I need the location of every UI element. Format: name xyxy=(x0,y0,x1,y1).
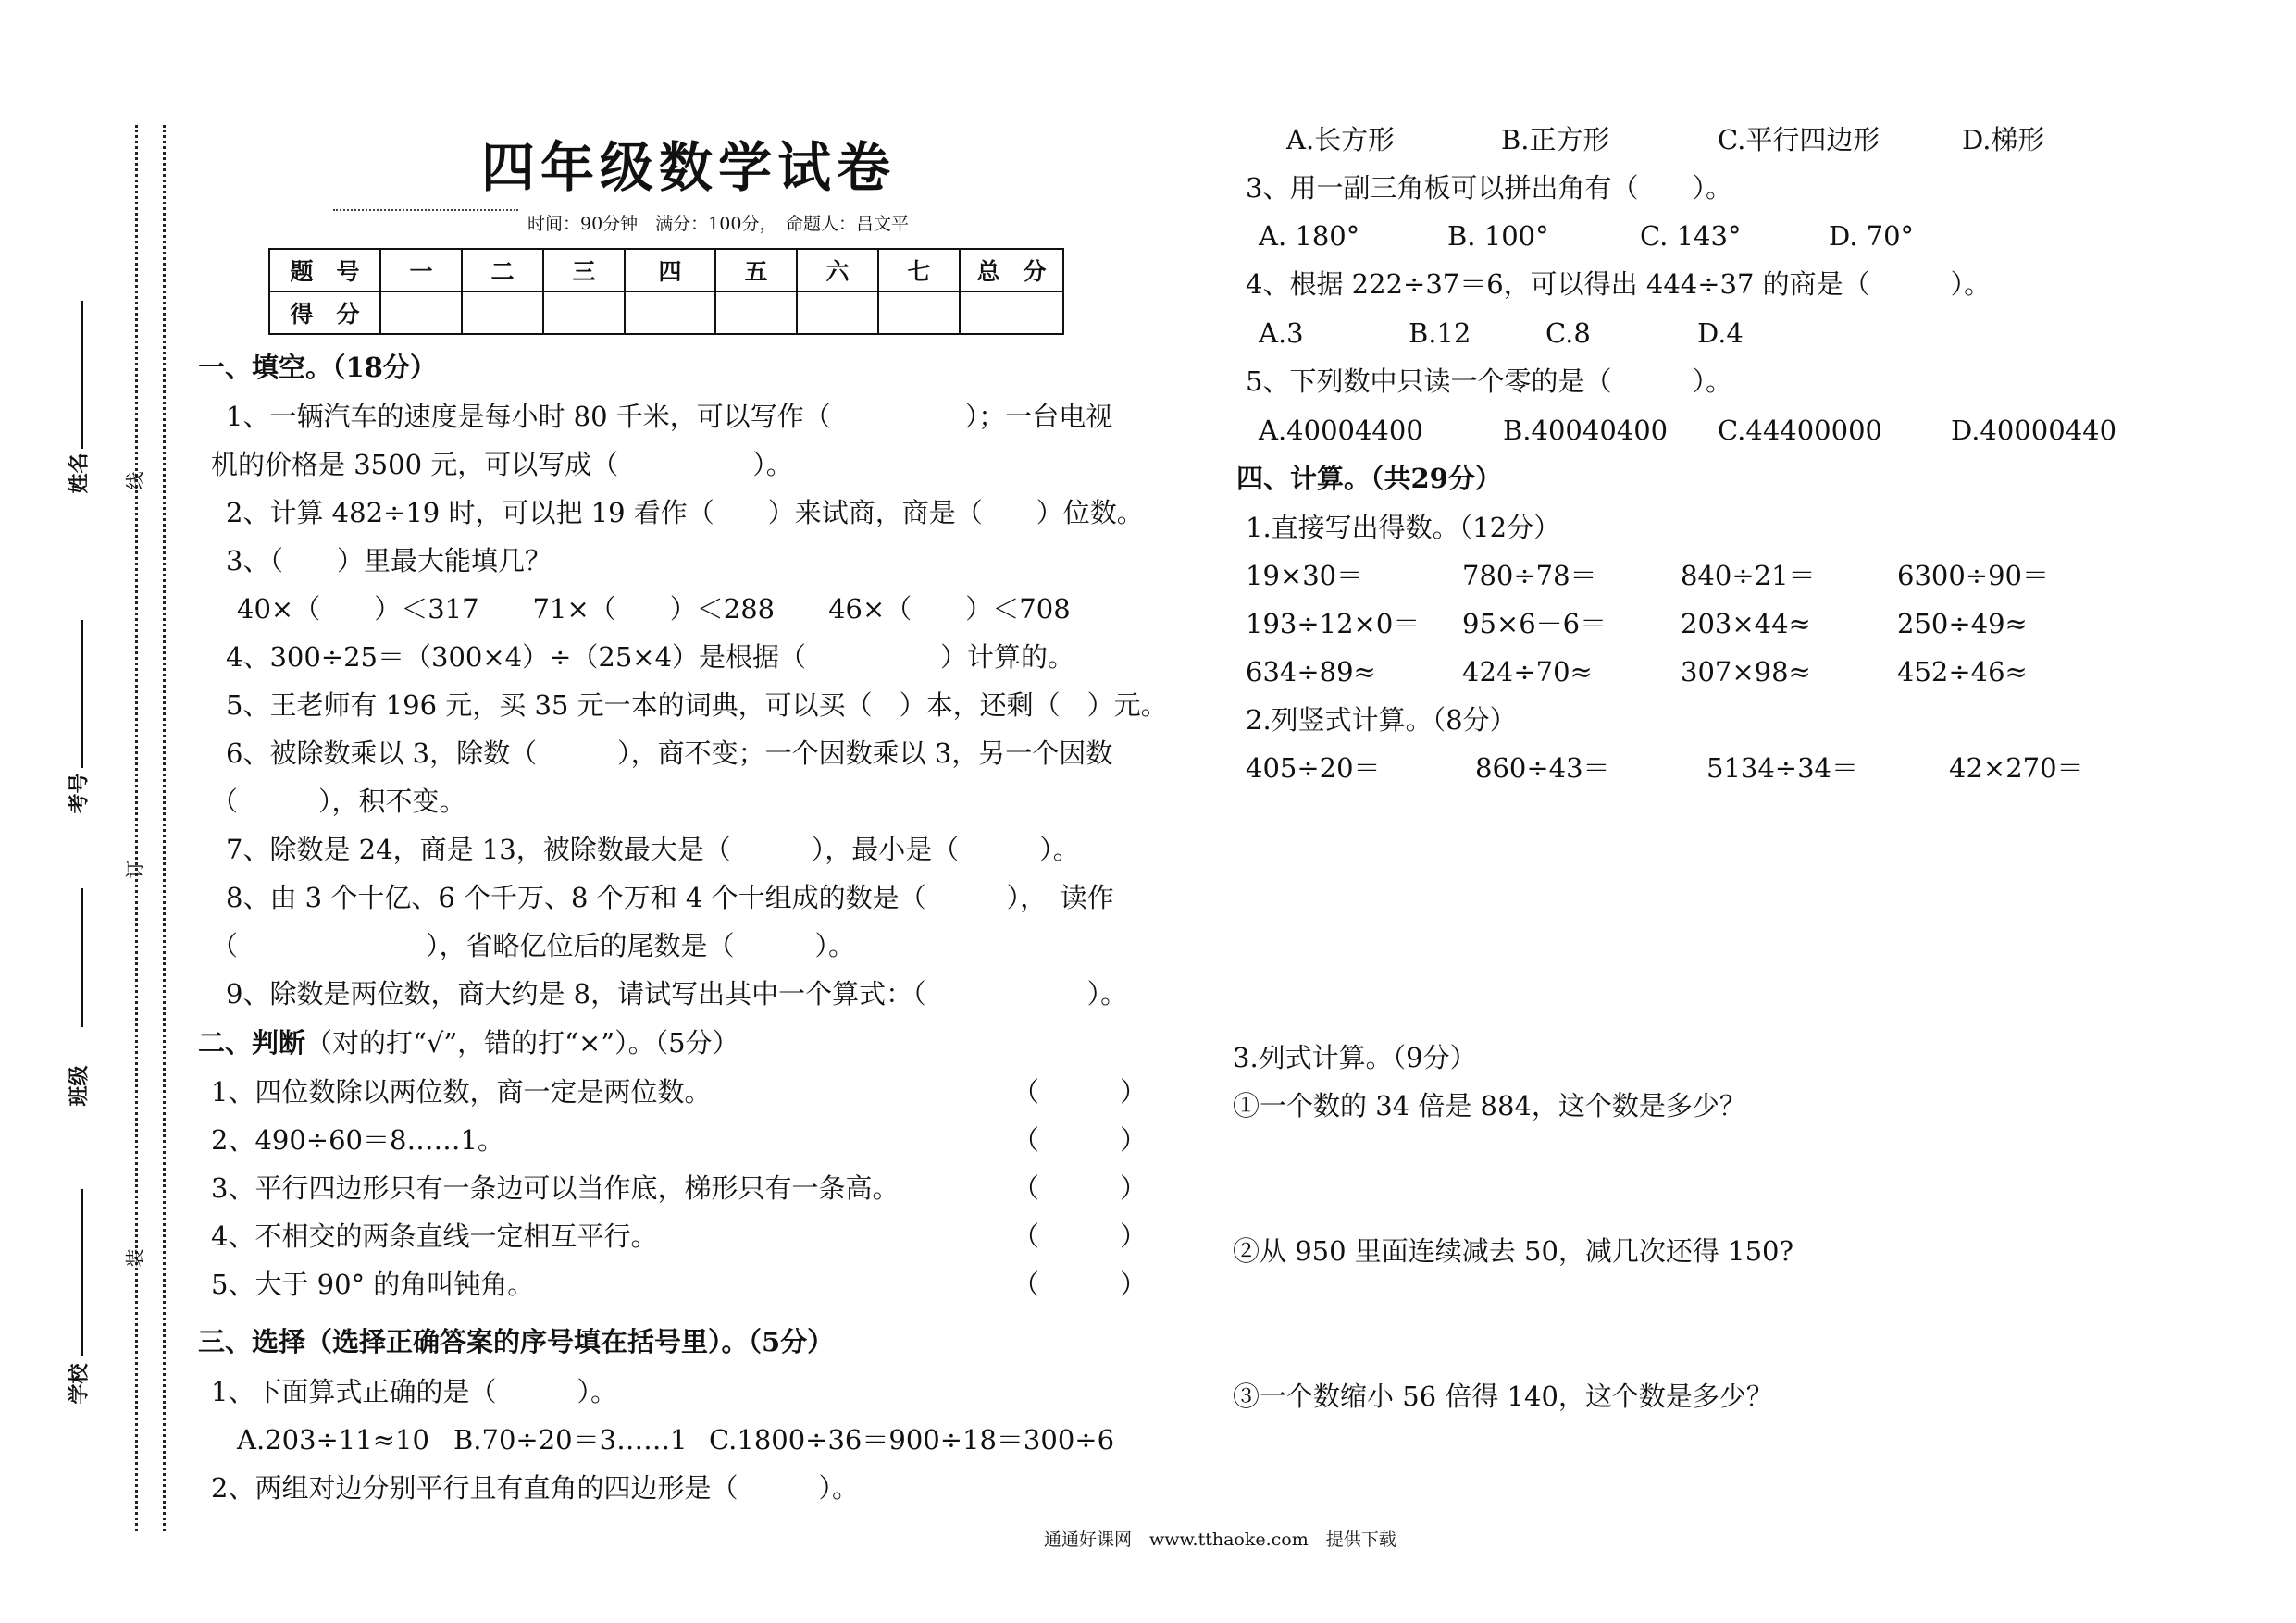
choice-option[interactable]: A.3 xyxy=(1259,317,1304,349)
subsection-vertical: 2.列竖式计算。（8分） xyxy=(1246,704,1517,736)
binding-line-outer xyxy=(135,125,138,1531)
fill-question-line: 4、300÷25＝（300×4）÷（25×4）是根据（ ）计算的。 xyxy=(226,641,1075,673)
score-cell[interactable] xyxy=(960,291,1063,334)
binding-mark-staple: 订 xyxy=(123,860,146,879)
direct-calc-item: 780÷78＝ xyxy=(1462,560,1597,591)
fill-question-line: 6、被除数乘以 3，除数（ ），商不变；一个因数乘以 3，另一个因数 xyxy=(226,737,1113,769)
score-cell[interactable] xyxy=(878,291,960,334)
fill-question-line: 7、除数是 24，商是 13，被除数最大是（ ），最小是（ ）。 xyxy=(226,834,1080,865)
choice-option[interactable]: A.40004400 xyxy=(1259,415,1423,446)
direct-calc-item: 6300÷90＝ xyxy=(1897,560,2050,591)
vertical-calc-item: 405÷20＝ xyxy=(1246,752,1381,784)
judge-item: 5、大于 90° 的角叫钝角。 xyxy=(211,1269,535,1300)
choice-question-5: 5、下列数中只读一个零的是（ ）。 xyxy=(1246,365,1732,397)
section-1-heading: 一、填空。（18分） xyxy=(198,352,437,383)
section-4-heading: 四、计算。（共29分） xyxy=(1236,463,1502,494)
direct-calc-item: 424÷70≈ xyxy=(1462,656,1593,688)
choice-option[interactable]: B.12 xyxy=(1409,317,1471,349)
name-underline xyxy=(81,301,83,449)
page-title: 四年级数学试卷 xyxy=(481,136,897,199)
direct-calc-item: 840÷21＝ xyxy=(1681,560,1816,591)
fill-question-line: 40×（ ）＜317 71×（ ）＜288 46×（ ）＜708 xyxy=(237,593,1071,625)
score-cell[interactable] xyxy=(797,291,878,334)
choice-option[interactable]: B. 100° xyxy=(1447,220,1549,252)
title-dots xyxy=(333,209,518,211)
choice-option[interactable]: D.40000440 xyxy=(1951,415,2117,446)
binding-mark-bind: 装 xyxy=(123,1248,146,1268)
score-cell[interactable] xyxy=(625,291,715,334)
choice-option[interactable]: C.44400000 xyxy=(1718,415,1882,446)
score-header-cell: 五 xyxy=(715,249,797,291)
judge-answer-paren[interactable]: （ ） xyxy=(1012,1076,1148,1108)
direct-calc-item: 193÷12×0＝ xyxy=(1246,608,1421,639)
choice-question-4: 4、根据 222÷37＝6，可以得出 444÷37 的商是（ ）。 xyxy=(1246,268,1992,300)
judge-answer-paren[interactable]: （ ） xyxy=(1012,1172,1148,1204)
direct-calc-item: 250÷49≈ xyxy=(1897,608,2028,639)
score-header-cell: 题 号 xyxy=(269,249,380,291)
choice-option[interactable]: D. 70° xyxy=(1829,220,1915,252)
word-problem: ②从 950 里面连续减去 50，减几次还得 150? xyxy=(1233,1235,1794,1267)
score-header-cell: 三 xyxy=(543,249,625,291)
choice-option[interactable]: A.203÷11≈10 xyxy=(237,1424,429,1456)
binding-mark-line: 线 xyxy=(123,471,146,490)
score-cell[interactable] xyxy=(715,291,797,334)
choice-option[interactable]: D.4 xyxy=(1697,317,1744,349)
choice-option[interactable]: B.40040400 xyxy=(1503,415,1669,446)
direct-calc-item: 203×44≈ xyxy=(1681,608,1811,639)
choice-option[interactable]: B.正方形 xyxy=(1501,124,1610,155)
vertical-calc-item: 860÷43＝ xyxy=(1475,752,1610,784)
fill-question-line: 8、由 3 个十亿、6 个千万、8 个万和 4 个十组成的数是（ ）， 读作 xyxy=(226,882,1114,913)
class-underline xyxy=(81,888,83,1027)
fill-question-line: 1、一辆汽车的速度是每小时 80 千米，可以写作（ ）；一台电视 xyxy=(226,401,1113,432)
judge-item: 1、四位数除以两位数，商一定是两位数。 xyxy=(211,1076,712,1108)
score-cell[interactable] xyxy=(543,291,625,334)
school-label: 学校 xyxy=(67,1363,92,1405)
judge-item: 3、平行四边形只有一条边可以当作底，梯形只有一条高。 xyxy=(211,1172,900,1204)
section-3-heading: 三、选择（选择正确答案的序号填在括号里）。（5分） xyxy=(198,1326,835,1357)
choice-option[interactable]: A.长方形 xyxy=(1286,124,1396,155)
binding-line-inner xyxy=(163,125,166,1531)
choice-question-3: 3、用一副三角板可以拼出角有（ ）。 xyxy=(1246,172,1732,204)
direct-calc-item: 634÷89≈ xyxy=(1246,656,1376,688)
section-2-heading-note: （对的打“√”，错的打“×”）。（5分） xyxy=(305,1027,739,1059)
fill-question-line: （ ），省略亿位后的尾数是（ ）。 xyxy=(211,930,856,961)
judge-answer-paren[interactable]: （ ） xyxy=(1012,1269,1148,1300)
choice-question-1: 1、下面算式正确的是（ ）。 xyxy=(211,1376,617,1407)
score-header-cell: 总 分 xyxy=(960,249,1063,291)
exam-id-label: 考号 xyxy=(67,773,92,814)
score-header-cell: 四 xyxy=(625,249,715,291)
judge-answer-paren[interactable]: （ ） xyxy=(1012,1220,1148,1252)
word-problem: ③一个数缩小 56 倍得 140，这个数是多少？ xyxy=(1233,1381,1773,1412)
subsection-word-problems: 3.列式计算。（9分） xyxy=(1233,1042,1477,1073)
choice-option[interactable]: D.梯形 xyxy=(1962,124,2045,155)
direct-calc-item: 452÷46≈ xyxy=(1897,656,2028,688)
score-table-header-row xyxy=(269,249,1063,291)
name-label: 姓名 xyxy=(67,452,92,494)
score-table xyxy=(268,248,1064,335)
score-header-cell: 一 xyxy=(380,249,462,291)
word-problem: ①一个数的 34 倍是 884，这个数是多少？ xyxy=(1233,1090,1746,1121)
score-header-cell: 六 xyxy=(797,249,878,291)
class-label: 班级 xyxy=(67,1065,92,1107)
page-footer: 通通好课网 www.tthaoke.com 提供下载 xyxy=(1044,1530,1396,1550)
score-table-score-row xyxy=(269,291,1063,334)
vertical-calc-item: 5134÷34＝ xyxy=(1706,752,1859,784)
fill-question-line: 2、计算 482÷19 时，可以把 19 看作（ ）来试商，商是（ ）位数。 xyxy=(226,497,1144,528)
id-underline xyxy=(81,620,83,768)
choice-question-2: 2、两组对边分别平行且有直角的四边形是（ ）。 xyxy=(211,1472,859,1504)
score-cell[interactable] xyxy=(380,291,462,334)
judge-item: 4、不相交的两条直线一定相互平行。 xyxy=(211,1220,658,1252)
choice-option[interactable]: C.1800÷36＝900÷18＝300÷6 xyxy=(709,1424,1115,1456)
fill-question-line: 9、除数是两位数，商大约是 8，请试写出其中一个算式：（ ）。 xyxy=(226,978,1128,1010)
section-2-heading xyxy=(198,1027,739,1059)
fill-question-line: 机的价格是 3500 元，可以写成（ ）。 xyxy=(211,449,793,480)
score-header-cell: 七 xyxy=(878,249,960,291)
choice-option[interactable]: B.70÷20＝3……1 xyxy=(453,1424,688,1456)
fill-question-line: （ ），积不变。 xyxy=(211,786,466,817)
subsection-direct: 1.直接写出得数。（12分） xyxy=(1246,512,1561,543)
score-header-cell: 二 xyxy=(462,249,543,291)
judge-item: 2、490÷60＝8……1。 xyxy=(211,1124,504,1156)
choice-option[interactable]: C.平行四边形 xyxy=(1718,124,1880,155)
fill-question-line: 5、王老师有 196 元，买 35 元一本的词典，可以买（ ）本，还剩（ ）元。 xyxy=(226,689,1168,721)
direct-calc-item: 307×98≈ xyxy=(1681,656,1811,688)
section-2-heading-main: 二、判断 xyxy=(198,1027,306,1059)
direct-calc-item: 19×30＝ xyxy=(1246,560,1364,591)
judge-answer-paren[interactable]: （ ） xyxy=(1012,1124,1148,1156)
school-underline xyxy=(81,1189,83,1356)
direct-calc-item: 95×6－6＝ xyxy=(1462,608,1607,639)
choice-option[interactable]: C.8 xyxy=(1545,317,1591,349)
score-cell[interactable] xyxy=(462,291,543,334)
choice-option[interactable]: A. 180° xyxy=(1259,220,1360,252)
fill-question-line: 3、（ ）里最大能填几？ xyxy=(226,545,552,576)
score-row-label: 得 分 xyxy=(269,291,380,334)
vertical-calc-item: 42×270＝ xyxy=(1949,752,2084,784)
exam-info: 时间：90分钟 满分：100分， 命题人：吕文平 xyxy=(527,214,909,234)
choice-option[interactable]: C. 143° xyxy=(1640,220,1742,252)
